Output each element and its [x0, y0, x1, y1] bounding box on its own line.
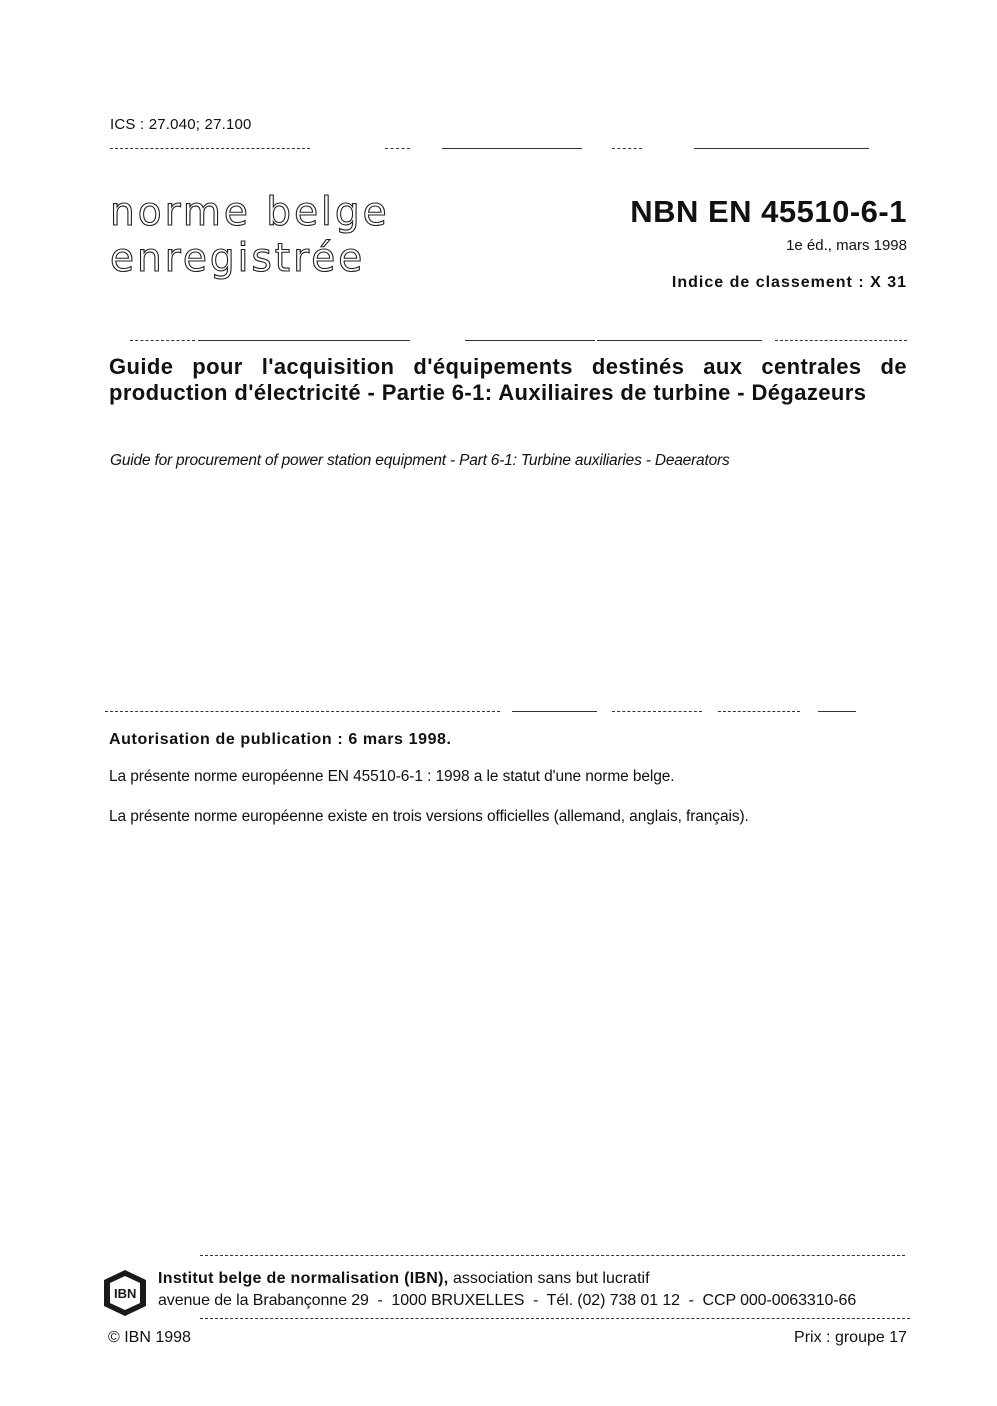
institute-address: avenue de la Brabançonne 29 - 1000 BRUXELLES - Tél. (02) 738 01 12 - CCP 000-0063310-66 — [158, 1292, 857, 1309]
divider — [130, 340, 195, 341]
divider — [442, 148, 582, 149]
versions-paragraph: La présente norme européenne existe en trois versions officielles (allemand, anglais, français). — [109, 808, 749, 825]
classification-index: Indice de classement : X 31 — [671, 274, 907, 291]
edition-date: 1e éd., mars 1998 — [786, 237, 907, 254]
divider — [718, 711, 800, 712]
institute-name: Institut belge de normalisation (IBN), — [158, 1270, 449, 1287]
divider — [110, 148, 310, 149]
branding-line-1: norme belge — [110, 190, 390, 235]
divider — [105, 711, 500, 712]
price-group: Prix : groupe 17 — [794, 1329, 907, 1346]
ics-code: ICS : 27.040; 27.100 — [110, 116, 252, 133]
divider — [612, 711, 702, 712]
divider — [200, 1318, 910, 1319]
divider — [597, 340, 762, 341]
divider — [385, 148, 410, 149]
divider — [198, 340, 410, 341]
status-paragraph: La présente norme européenne EN 45510-6-1 : 1998 a le statut d'une norme belge. — [109, 768, 675, 785]
norme-belge-branding — [110, 190, 390, 282]
standard-reference: NBN EN 45510-6-1 — [630, 194, 907, 229]
divider — [775, 340, 907, 341]
document-title-fr: Guide pour l'acquisition d'équipements destinés aux centrales de production d'électricité - Partie 6-1: Auxiliaires de turbine - Dégazeurs — [109, 354, 907, 405]
copyright-notice: © IBN 1998 — [108, 1329, 191, 1346]
divider — [465, 340, 595, 341]
institute-description: association sans but lucratif — [448, 1270, 650, 1287]
publication-authorisation: Autorisation de publication : 6 mars 1998. — [109, 731, 452, 748]
divider — [818, 711, 856, 712]
institute-line — [158, 1270, 650, 1288]
divider — [200, 1255, 905, 1256]
logo-letters: IBN — [114, 1286, 137, 1301]
branding-line-2: enregistrée — [110, 236, 366, 281]
ibn-logo — [100, 1268, 150, 1318]
divider — [612, 148, 642, 149]
divider — [512, 711, 597, 712]
document-title-en: Guide for procurement of power station equipment - Part 6-1: Turbine auxiliaries - Deaerators — [110, 452, 730, 469]
divider — [694, 148, 869, 149]
